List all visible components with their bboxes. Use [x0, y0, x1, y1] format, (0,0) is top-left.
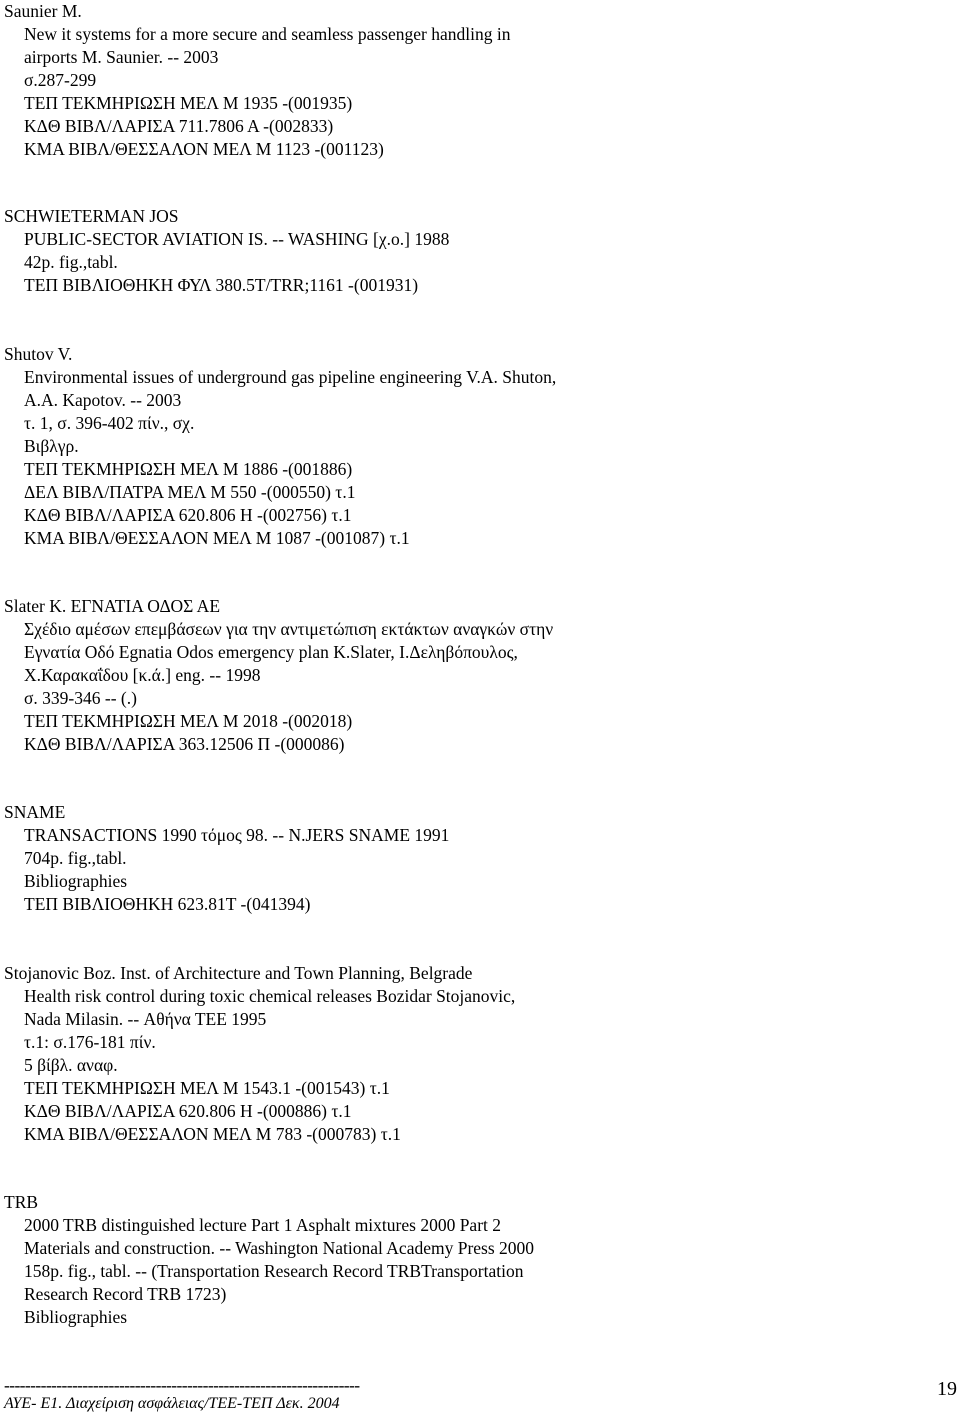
entry-line: New it systems for a more secure and seamless passenger handling in	[24, 24, 511, 44]
entry-line: ΤΕΠ ΤΕΚΜΗΡΙΩΣΗ ΜΕΛ Μ 1543.1 -(001543) τ.1	[24, 1078, 390, 1098]
entry-line: TRANSACTIONS 1990 τόμος 98. -- N.JERS SNAME 1991	[24, 825, 450, 845]
entry-line: 704p. fig.,tabl.	[24, 848, 127, 868]
entry-line: 5 βίβλ. αναφ.	[24, 1055, 118, 1075]
page-number: 19	[937, 1378, 957, 1400]
entry-line: Bibliographies	[24, 871, 128, 891]
entry-line: Σχέδιο αμέσων επεμβάσεων για την αντιμετώπιση εκτάκτων αναγκών στην	[24, 619, 554, 639]
entry-heading: Stojanovic Boz. Inst. of Architecture and Town Planning, Belgrade	[4, 963, 473, 983]
entry-line: ΔΕΛ ΒΙΒΛ/ΠΑΤΡΑ ΜΕΛ Μ 550 -(000550) τ.1	[24, 482, 356, 502]
entry-heading: Shutov V.	[4, 344, 73, 364]
entry-line: ΚΔΘ ΒΙΒΛ/ΛΑΡΙΣΑ 620.806 Η -(002756) τ.1	[24, 505, 352, 525]
entry-line: Βιβλγρ.	[24, 436, 79, 456]
entry-line: ΤΕΠ ΤΕΚΜΗΡΙΩΣΗ ΜΕΛ Μ 1935 -(001935)	[24, 93, 353, 113]
entry-line: ΤΕΠ ΤΕΚΜΗΡΙΩΣΗ ΜΕΛ Μ 1886 -(001886)	[24, 459, 353, 479]
entry-line: airports M. Saunier. -- 2003	[24, 47, 219, 67]
entry-line: Nada Milasin. -- Αθήνα ΤΕΕ 1995	[24, 1009, 267, 1029]
entry-line: Research Record TRB 1723)	[24, 1284, 227, 1304]
entry-line: A.A. Kapotov. -- 2003	[24, 390, 182, 410]
entry-line: 42p. fig.,tabl.	[24, 252, 118, 272]
entry-heading: SNAME	[4, 802, 66, 822]
footer-rule: --------------------------------------------------------------------	[4, 1375, 360, 1395]
entry-heading: Slater K. ΕΓΝΑΤΙΑ ΟΔΟΣ ΑΕ	[4, 596, 221, 616]
entry-line: ΚΔΘ ΒΙΒΛ/ΛΑΡΙΣΑ 711.7806 Α -(002833)	[24, 116, 334, 136]
entry-line: ΤΕΠ ΒΙΒΛΙΟΘΗΚΗ 623.81T -(041394)	[24, 894, 311, 914]
entry-line: τ.1: σ.176-181 πίν.	[24, 1032, 156, 1052]
entry-line: Εγνατία Οδό Egnatia Odos emergency plan K.Slater, Ι.Δεληβόπουλος,	[24, 642, 518, 662]
entry-line: ΚΔΘ ΒΙΒΛ/ΛΑΡΙΣΑ 363.12506 Π -(000086)	[24, 734, 345, 754]
entry-line: Materials and construction. -- Washington National Academy Press 2000	[24, 1238, 535, 1258]
entry-line: ΚΜΑ ΒΙΒΛ/ΘΕΣΣΑΛΟΝ ΜΕΛ Μ 1087 -(001087) τ.1	[24, 528, 410, 548]
entry-line: ΚΔΘ ΒΙΒΛ/ΛΑΡΙΣΑ 620.806 Η -(000886) τ.1	[24, 1101, 352, 1121]
entry-line: 158p. fig., tabl. -- (Transportation Research Record TRBTransportation	[24, 1261, 524, 1281]
entry-line: 2000 TRB distinguished lecture Part 1 Asphalt mixtures 2000 Part 2	[24, 1215, 502, 1235]
entry-line: τ. 1, σ. 396-402 πίν., σχ.	[24, 413, 195, 433]
entry-line: Bibliographies	[24, 1307, 128, 1327]
entry-heading: Saunier M.	[4, 1, 82, 21]
entry-heading: SCHWIETERMAN JOS	[4, 206, 179, 226]
entry-line: σ.287-299	[24, 70, 97, 90]
entry-line: Health risk control during toxic chemical releases Bozidar Stojanovic,	[24, 986, 516, 1006]
entry-heading: TRB	[4, 1192, 39, 1212]
entry-line: PUBLIC-SECTOR AVIATION IS. -- WASHING [χ.ο.] 1988	[24, 229, 450, 249]
entry-line: σ. 339-346 -- (.)	[24, 688, 137, 708]
entry-line: ΤΕΠ ΤΕΚΜΗΡΙΩΣΗ ΜΕΛ Μ 2018 -(002018)	[24, 711, 353, 731]
entry-line: Environmental issues of underground gas pipeline engineering V.A. Shuton,	[24, 367, 557, 387]
entry-line: ΚΜΑ ΒΙΒΛ/ΘΕΣΣΑΛΟΝ ΜΕΛ Μ 1123 -(001123)	[24, 139, 384, 159]
entry-line: ΤΕΠ ΒΙΒΛΙΟΘΗΚΗ ΦΥΛ 380.5T/TRR;1161 -(001931)	[24, 275, 419, 295]
entry-line: Χ.Καρακαΐδου [κ.ά.] eng. -- 1998	[24, 665, 261, 685]
entry-line: ΚΜΑ ΒΙΒΛ/ΘΕΣΣΑΛΟΝ ΜΕΛ Μ 783 -(000783) τ.1	[24, 1124, 401, 1144]
footer-text: ΑΥΕ- Ε1. Διαχείριση ασφάλειας/ΤΕΕ-ΤΕΠ Δεκ. 2004	[4, 1395, 340, 1412]
